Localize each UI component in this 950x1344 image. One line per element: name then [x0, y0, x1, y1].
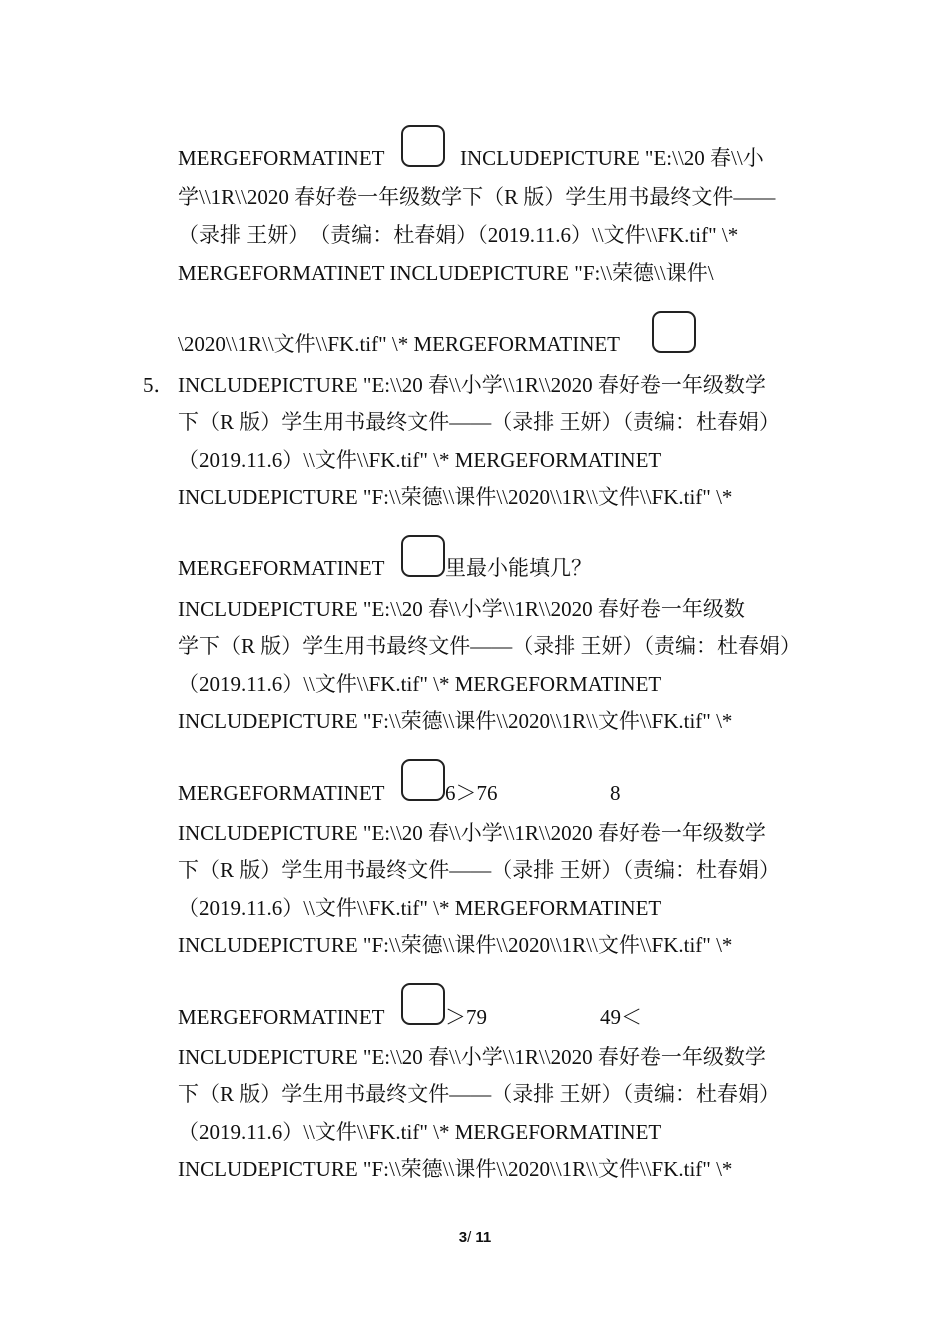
- text-line: 下（R 版）学生用书最终文件——（录排 王妍）（责编：杜春娟）: [178, 858, 781, 882]
- question-number: 5．: [143, 373, 175, 397]
- page-footer: [0, 1229, 950, 1246]
- text-line: MERGEFORMATINET: [178, 1005, 385, 1029]
- text-segment: MERGEFORMATINET: [178, 146, 385, 170]
- text-line: [178, 142, 385, 174]
- text-line: INCLUDEPICTURE "F:\\荣德\\课件\\2020\\1R\\文件\\FK.tif" \*: [178, 1157, 733, 1181]
- question-text: 里最小能填几？: [445, 556, 592, 580]
- text-line: [460, 142, 764, 174]
- comparison-text: 8: [610, 781, 621, 805]
- text-line: MERGEFORMATINET INCLUDEPICTURE "F:\\荣德\\课件\: [178, 261, 714, 285]
- text-line: INCLUDEPICTURE "E:\\20 春\\小学\\1R\\2020 春好卷一年级数学: [178, 373, 766, 397]
- text-line: 学\\1R\\2020 春好卷一年级数学下（R 版）学生用书最终文件——: [178, 185, 776, 209]
- text-line: （2019.11.6）\\文件\\FK.tif" \* MERGEFORMATINET: [178, 1120, 662, 1144]
- text-line: INCLUDEPICTURE "E:\\20 春\\小学\\1R\\2020 春好卷一年级数学: [178, 821, 766, 845]
- text-line: （录排 王妍） （责编：杜春娟）（2019.11.6）\\文件\\FK.tif" \*: [178, 223, 739, 247]
- answer-box: [401, 125, 445, 167]
- text-segment: \2020\\1R\\文件\\FK.tif" \* MERGEFORMATINET: [178, 332, 621, 356]
- text-line: INCLUDEPICTURE "F:\\荣德\\课件\\2020\\1R\\文件\\FK.tif" \*: [178, 709, 733, 733]
- text-line: 学下（R 版）学生用书最终文件——（录排 王妍）（责编：杜春娟）: [178, 634, 802, 658]
- text-line: （2019.11.6）\\文件\\FK.tif" \* MERGEFORMATINET: [178, 448, 662, 472]
- text-line: INCLUDEPICTURE "F:\\荣德\\课件\\2020\\1R\\文件\\FK.tif" \*: [178, 485, 733, 509]
- text-line: （2019.11.6）\\文件\\FK.tif" \* MERGEFORMATINET: [178, 672, 662, 696]
- text-line: [178, 328, 620, 360]
- text-line: 下（R 版）学生用书最终文件——（录排 王妍）（责编：杜春娟）: [178, 1082, 781, 1106]
- text-line: （2019.11.6）\\文件\\FK.tif" \* MERGEFORMATINET: [178, 896, 662, 920]
- answer-box: [401, 983, 445, 1025]
- text-line: MERGEFORMATINET: [178, 781, 385, 805]
- page-total: 11: [475, 1229, 492, 1246]
- page-number: 3: [458, 1229, 468, 1246]
- text-line: MERGEFORMATINET: [178, 556, 385, 580]
- page-separator: /: [467, 1229, 472, 1246]
- answer-box: [401, 759, 445, 801]
- comparison-text: ＞79: [445, 1005, 487, 1029]
- text-segment: INCLUDEPICTURE "E:\\20 春\\小: [460, 146, 764, 170]
- comparison-text: 49＜: [600, 1005, 642, 1029]
- text-line: 下（R 版）学生用书最终文件——（录排 王妍）（责编：杜春娟）: [178, 410, 781, 434]
- answer-box: [401, 535, 445, 577]
- text-line: INCLUDEPICTURE "E:\\20 春\\小学\\1R\\2020 春好卷一年级数学: [178, 1045, 766, 1069]
- text-line: INCLUDEPICTURE "F:\\荣德\\课件\\2020\\1R\\文件\\FK.tif" \*: [178, 933, 733, 957]
- comparison-text: 6＞76: [445, 781, 498, 805]
- answer-box: [652, 311, 696, 353]
- text-line: INCLUDEPICTURE "E:\\20 春\\小学\\1R\\2020 春好卷一年级数: [178, 597, 745, 621]
